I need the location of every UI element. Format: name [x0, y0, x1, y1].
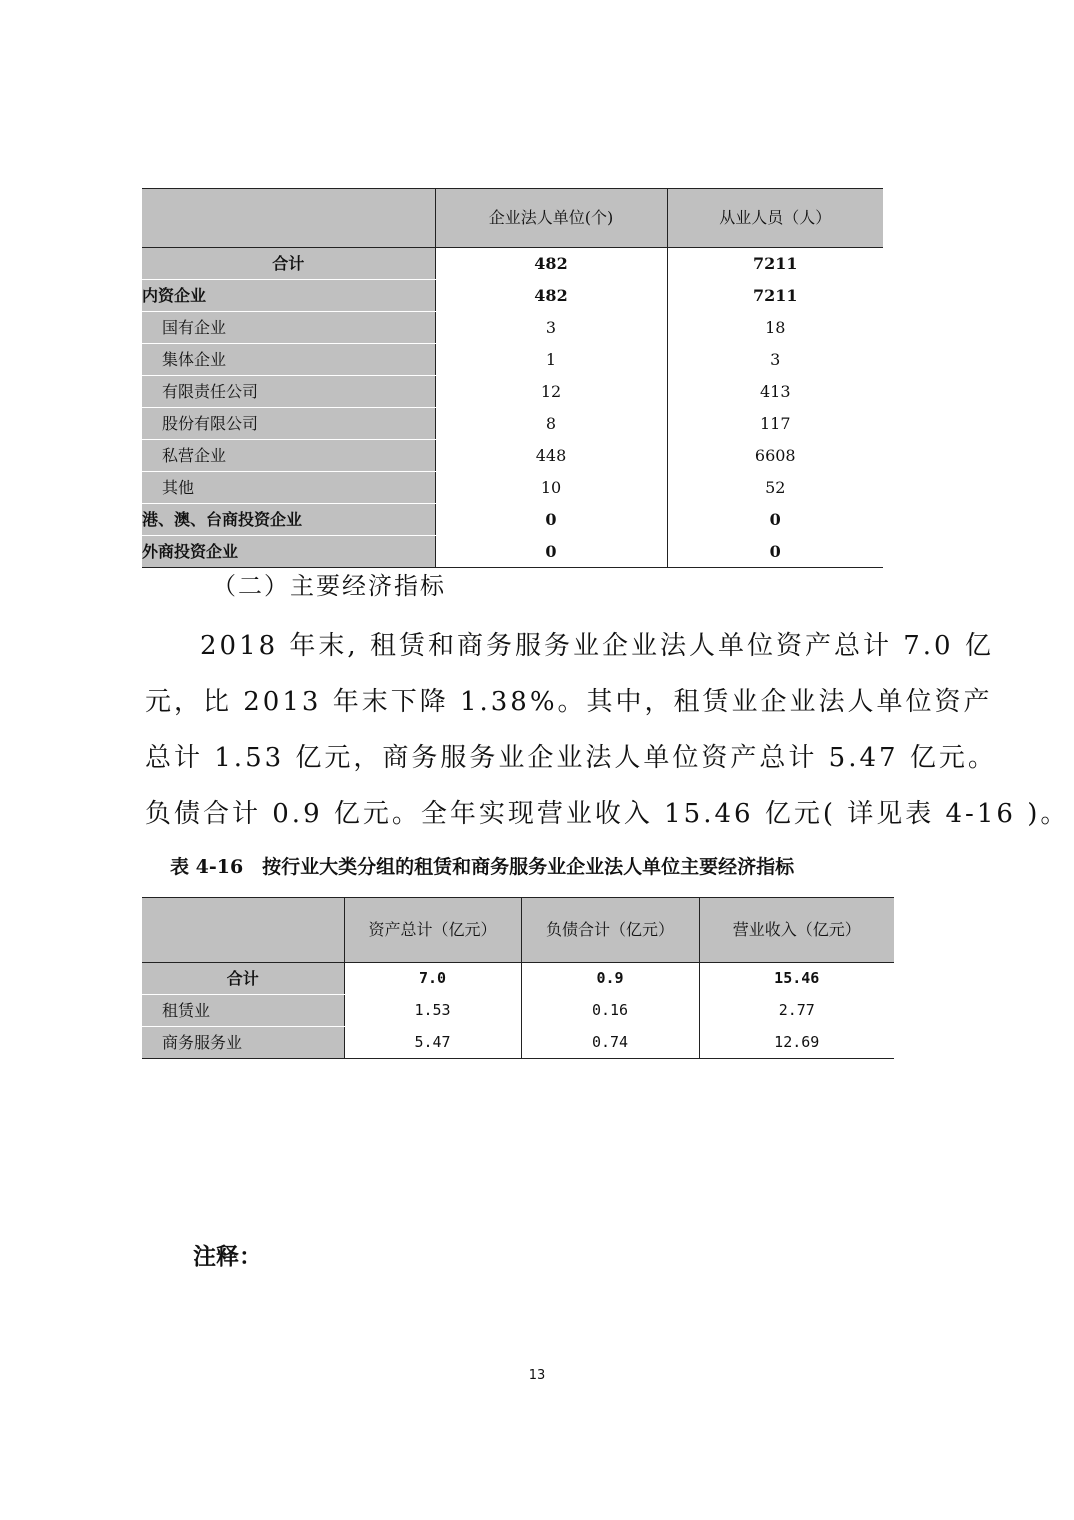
table-row [142, 376, 883, 408]
table-row [142, 408, 883, 440]
table-row [142, 1027, 894, 1059]
row-label: 外商投资企业 [142, 536, 435, 568]
paragraph-line: 总计 1.53 亿元，商务服务业企业法人单位资产总计 5.47 亿元。 [145, 743, 997, 773]
table-row [142, 280, 883, 312]
units-cell: 0 [435, 504, 667, 536]
paragraph-line: 元，比 2013 年末下降 1.38%。其中，租赁业企业法人单位资产 [145, 687, 993, 717]
table-row [142, 536, 883, 568]
units-cell: 448 [435, 440, 667, 472]
staff-cell: 117 [759, 414, 791, 433]
revenue-cell: 2.77 [778, 1001, 815, 1019]
units-cell: 0 [435, 536, 667, 568]
staff-cell: 6608 [754, 446, 796, 465]
row-label: 租赁业 [142, 995, 344, 1027]
row-label: 私营企业 [142, 440, 435, 472]
table-row [142, 312, 883, 344]
units-cell: 3 [435, 312, 667, 344]
revenue-cell: 12.69 [699, 1027, 894, 1059]
units-cell: 12 [435, 376, 667, 408]
table-row [142, 504, 883, 536]
row-label: 商务服务业 [142, 1027, 344, 1059]
paragraph-line: 负债合计 0.9 亿元。全年实现营业收入 15.46 亿元( 详见表 4-16 )。 [145, 799, 1070, 829]
header-cell: 负债合计（亿元） [521, 898, 699, 963]
table-header-row [142, 189, 883, 248]
row-label: 国有企业 [142, 312, 435, 344]
assets-cell: 5.47 [344, 1027, 521, 1059]
staff-cell: 52 [765, 478, 786, 497]
row-label: 集体企业 [142, 344, 435, 376]
row-label: 合计 [142, 248, 435, 280]
units-cell: 10 [435, 472, 667, 504]
units-cell: 1 [435, 344, 667, 376]
assets-cell: 7.0 [344, 963, 521, 995]
assets-cell: 1.53 [344, 995, 521, 1027]
table-row [142, 963, 894, 995]
paragraph-line: 2018 年末, 租赁和商务服务业企业法人单位资产总计 7.0 亿 [200, 631, 994, 661]
enterprise-units-table [142, 188, 883, 568]
header-cell [142, 898, 344, 963]
table-caption: 表 4-16 按行业大类分组的租赁和商务服务业企业法人单位主要经济指标 [170, 856, 795, 878]
header-cell: 企业法人单位(个) [435, 189, 667, 248]
header-cell: 资产总计（亿元） [344, 898, 521, 963]
row-label: 合计 [142, 963, 344, 995]
table-row [142, 440, 883, 472]
revenue-cell: 15.46 [774, 969, 820, 988]
row-label: 港、澳、台商投资企业 [142, 504, 435, 536]
note-heading: 注释： [193, 1244, 262, 1270]
staff-cell: 0 [769, 510, 781, 529]
units-cell: 482 [435, 248, 667, 280]
liabilities-cell: 0.9 [521, 963, 699, 995]
economic-indicators-table [142, 897, 894, 1059]
row-label: 其他 [142, 472, 435, 504]
liabilities-cell: 0.74 [521, 1027, 699, 1059]
staff-cell: 7211 [752, 286, 798, 305]
section-heading: （二）主要经济指标 [212, 572, 446, 600]
body-paragraph [145, 618, 1070, 842]
staff-cell: 3 [770, 350, 781, 369]
header-cell: 从业人员（人） [667, 189, 883, 248]
units-cell: 482 [435, 280, 667, 312]
liabilities-cell: 0.16 [521, 995, 699, 1027]
header-cell [142, 189, 435, 248]
units-cell: 8 [435, 408, 667, 440]
row-label: 有限责任公司 [142, 376, 435, 408]
table-row [142, 472, 883, 504]
table-row [142, 344, 883, 376]
staff-cell: 18 [765, 318, 786, 337]
table-row [142, 248, 883, 280]
staff-cell: 413 [759, 382, 791, 401]
row-label: 股份有限公司 [142, 408, 435, 440]
row-label: 内资企业 [142, 280, 435, 312]
staff-cell: 0 [667, 536, 883, 568]
table-row [142, 995, 894, 1027]
staff-cell: 7211 [752, 254, 798, 274]
table-header-row [142, 898, 894, 963]
header-cell: 营业收入（亿元） [699, 898, 894, 963]
page-number: 13 [528, 1368, 546, 1383]
